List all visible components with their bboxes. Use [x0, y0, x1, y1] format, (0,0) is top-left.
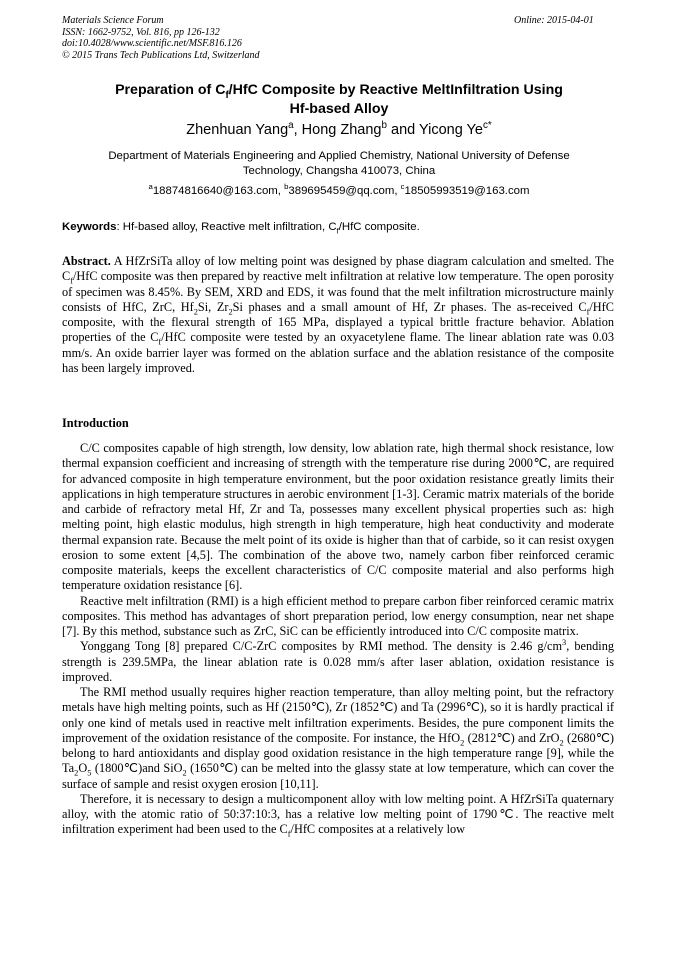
- p3-text-b: , bending strength is 239.5MPa, the linear ablation rate is 0.028 mm/s after laser ablation, oxidation resistance is improved.: [62, 639, 615, 684]
- author-list: [62, 121, 616, 139]
- introduction-heading: Introduction: [62, 416, 129, 430]
- p3-sup: 3: [562, 638, 567, 648]
- keywords-text1: : Hf-based alloy, Reactive melt infiltration, C: [116, 221, 337, 233]
- p4-text-c: (2680℃) belong to hard antioxidants and display good oxidation resistance in the high temperature range [9], while the Ta: [62, 730, 615, 776]
- intro-paragraph-3: [62, 639, 614, 685]
- author-2-sup: b: [381, 120, 387, 132]
- author-2: , Hong Zhang: [293, 122, 382, 138]
- p4-sub-2: 2: [559, 738, 564, 748]
- abstract-text-5: /HfC composite, with the flexural strength of 165 MPa, displayed a typical brittle fracture behavior. Ablation properties of the C: [62, 299, 614, 345]
- p3-text-a: Yonggang Tong [8] prepared C/C-ZrC composites by RMI method. The density is 2.46 g/cm: [80, 639, 563, 654]
- keywords-sub-f: f: [336, 226, 339, 236]
- p4-text-d: O: [78, 761, 88, 776]
- email-a[interactable]: 18874816640@163.com,: [152, 185, 285, 197]
- affiliation-line2: Technology, Changsha 410073, China: [242, 165, 436, 178]
- p4-sub-5: 2: [182, 768, 187, 778]
- p4-text-b: (2812℃) and ZrO: [464, 730, 560, 745]
- p5-sub: f: [287, 829, 291, 839]
- introduction-body: [62, 441, 614, 838]
- online-date: Online: 2015-04-01: [514, 15, 594, 26]
- intro-paragraph-1: C/C composites capable of high strength, low density, low ablation rate, high thermal shock resistance, low thermal expansion coefficient and increasing of strength with the temperature rise during 2000℃, are required for advanced composite in high temperature environment, but the poor oxidation resistance greatly limits their applications in high temperature structures in aerobic environment [1-3]. Ceramic matrix materials of the boride and carbide of refractory metal Hf, Zr and Ta, possesses many excellent physical properties such as: high melting point, high elastic modulus, high strength in high temperature, high heat conductivity and moderate thermal expansion rate. Because the melt point of its oxide is higher than that of carbide, so it can resist oxygen erosion to some extent [4,5]. The combination of the above two, namely carbon fiber reinforced ceramic composite materials, keeps the excellent characteristics of C/C composite material and also performs high temperature oxidation resistance [6].: [62, 441, 614, 593]
- email-c[interactable]: 18505993519@163.com: [404, 185, 530, 197]
- abstract-text-6: /HfC composite were tested by an oxyacetylene flame. The linear ablation rate was 0.03 mm/s. An oxide barrier layer was formed on the ablation surface and the ablation resistance of the composite has been largely improved.: [62, 330, 614, 376]
- title-line2: Hf-based Alloy: [289, 100, 389, 117]
- author-1: Zhenhuan Yang: [186, 122, 289, 138]
- abstract-sub-f-3: f: [158, 337, 162, 347]
- email-c-sup: c: [400, 182, 405, 192]
- p4-sub-3: 2: [74, 768, 79, 778]
- affiliation: [62, 149, 616, 180]
- journal-name: Materials Science Forum: [62, 15, 164, 26]
- journal-doi: doi:10.4028/www.scientific.net/MSF.816.126: [62, 38, 242, 50]
- abstract-label: Abstract.: [62, 254, 111, 268]
- abstract-text-2: /HfC composite was then prepared by reactive melt infiltration at relative low temperature. The open porosity of specimen was 8.45%. By SEM, XRD and EDS, it was found that the melt infiltration microstructure mainly consists of HfC, ZrC, Hf: [62, 269, 614, 314]
- abstract-sub-f-2: f: [586, 307, 590, 317]
- author-emails: [62, 184, 616, 199]
- title-part1: Preparation of C: [115, 82, 226, 98]
- keywords-text2: /HfC composite.: [338, 221, 420, 233]
- abstract-text-4: Si phases and a small amount of Hf, Zr phases. The as-received C: [232, 299, 587, 314]
- keywords-label: Keywords: [62, 221, 117, 233]
- p4-text-f: (1650℃) can be melted into the glassy state at low temperature, which can cover the surface of sample and resist oxygen erosion [10,11].: [62, 761, 614, 791]
- affiliation-line1: Department of Materials Engineering and Applied Chemistry, National University of Defense: [108, 150, 570, 162]
- keywords: [62, 220, 616, 235]
- author-1-sup: a: [288, 120, 294, 132]
- intro-paragraph-5: [62, 792, 614, 838]
- p5-text-a: Therefore, it is necessary to design a multicomponent alloy with low melting point. A HfZrSiTa quaternary alloy, with the atomic ratio of 50:37:10:3, has a relative low melting point of 1790℃. The reactive melt infiltration experiment had been used to the C: [62, 791, 614, 837]
- paper-title: [62, 81, 616, 118]
- email-a-sup: a: [148, 182, 153, 192]
- journal-header: [62, 15, 260, 61]
- p4-text-e: (1800℃)and SiO: [91, 761, 183, 776]
- abstract-sub-2-2: 2: [228, 307, 233, 317]
- title-part2: /HfC Composite by Reactive MeltInfiltration Using: [228, 82, 563, 98]
- abstract-sub-2-1: 2: [193, 307, 198, 317]
- journal-issn: ISSN: 1662-9752, Vol. 816, pp 126-132: [62, 26, 220, 38]
- p4-sub-4: 5: [87, 768, 92, 778]
- title-sub-f: f: [225, 89, 229, 101]
- abstract-text-1: A HfZrSiTa alloy of low melting point was designed by phase diagram calculation and smelted. The C: [62, 254, 614, 284]
- abstract-sub-f-1: f: [70, 276, 73, 286]
- email-b[interactable]: 389695459@qq.com,: [288, 185, 401, 197]
- email-b-sup: b: [284, 182, 289, 192]
- intro-paragraph-2: Reactive melt infiltration (RMI) is a high efficient method to prepare carbon fiber reinforced ceramic matrix composites. This method has advantages of short preparation period, low energy consumption, near net shape [7]. By this method, substance such as ZrC, SiC can be efficiently introduced into C/C composite matrix.: [62, 593, 614, 638]
- abstract: [62, 254, 614, 376]
- p5-text-b: /HfC composites at a relatively low: [290, 822, 466, 837]
- abstract-text-3: Si, Zr: [197, 299, 229, 314]
- author-3-sup: c*: [482, 120, 492, 132]
- author-3: and Yicong Ye: [386, 122, 483, 138]
- p4-text-a: The RMI method usually requires higher reaction temperature, than alloy melting point, but the refractory metals have high melting points, such as Hf (2150℃), Zr (1852℃) and Ta (2996℃), so it is hardly practical if only one kind of metals used in reactive melt infiltration experiments. Besides, the pure component limits the improvement of the oxidation resistance of the composite. For instance, the HfO: [62, 685, 614, 745]
- intro-paragraph-4: [62, 685, 614, 792]
- p4-sub-1: 2: [460, 738, 465, 748]
- journal-copyright: © 2015 Trans Tech Publications Ltd, Switzerland: [62, 49, 260, 61]
